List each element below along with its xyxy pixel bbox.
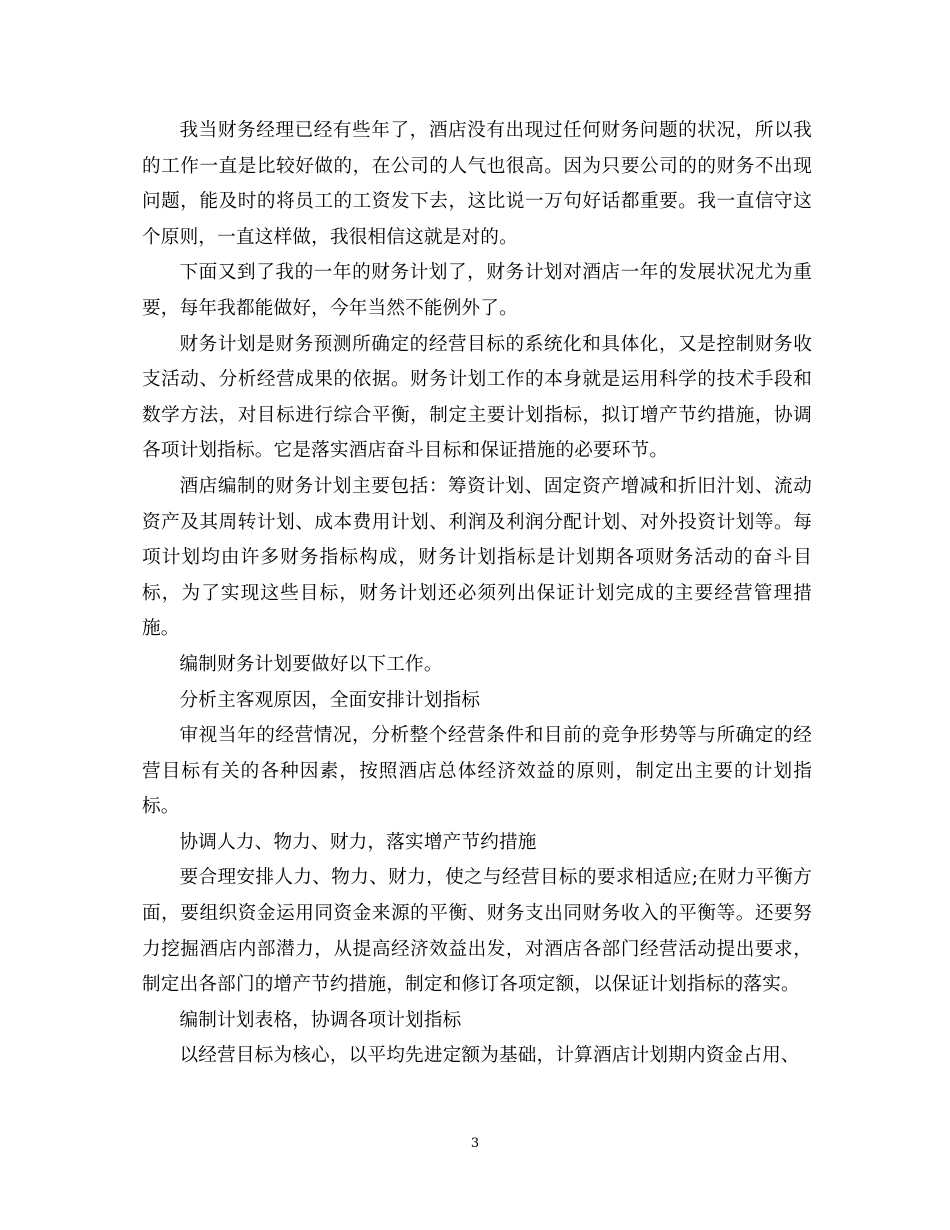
paragraph: 编制财务计划要做好以下工作。 [179,653,443,675]
paragraph: 财务计划是财务预测所确定的经营目标的系统化和具体化，又是控制财务收支活动、分析经营成果的依据。财务计划工作的本身就是运用科学的技术手段和数学方法，对目标进行综合平衡，制定主要计划指标，拟订增产节约措施，协调各项计划指标。它是落实酒店奋斗目标和保证措施的必要环节。 [142,333,812,462]
section-heading: 分析主客观原因，全面安排计划指标 [179,689,481,711]
section-heading: 协调人力、物力、财力，落实增产节约措施 [179,831,537,853]
paragraph: 我当财务经理已经有些年了，酒店没有出现过任何财务问题的状况，所以我的工作一直是比较好做的，在公司的人气也很高。因为只要公司的的财务不出现问题，能及时的将员工的工资发下去，这比说一万句好话都重要。我一直信守这个原则，一直这样做，我很相信这就是对的。 [142,120,812,248]
paragraph: 下面又到了我的一年的财务计划了，财务计划对酒店一年的发展状况尤为重要，每年我都能做好，今年当然不能例外了。 [142,262,812,319]
paragraph: 审视当年的经营情况，分析整个经营条件和目前的竞争形势等与所确定的经营目标有关的各种因素，按照酒店总体经济效益的原则，制定出主要的计划指标。 [142,725,812,818]
section-heading: 编制计划表格，协调各项计划指标 [179,1009,462,1031]
document-body [142,113,812,1074]
paragraph: 要合理安排人力、物力、财力，使之与经营目标的要求相适应;在财力平衡方面，要组织资金运用同资金来源的平衡、财务支出同财务收入的平衡等。还要努力挖掘酒店内部潜力，从提高经济效益出发，对酒店各部门经营活动提出要求，制定出各部门的增产节约措施，制定和修订各项定额，以保证计划指标的落实。 [142,867,812,996]
page-number: 3 [470,1136,480,1151]
paragraph: 以经营目标为核心，以平均先进定额为基础，计算酒店计划期内资金占用、 [179,1045,800,1067]
paragraph: 酒店编制的财务计划主要包括：筹资计划、固定资产增减和折旧汁划、流动资产及其周转计划、成本费用计划、利润及利润分配计划、对外投资计划等。每项计划均由许多财务指标构成，财务计划指标是计划期各项财务活动的奋斗目标，为了实现这些目标，财务计划还必须列出保证计划完成的主要经营管理措施。 [142,475,812,640]
